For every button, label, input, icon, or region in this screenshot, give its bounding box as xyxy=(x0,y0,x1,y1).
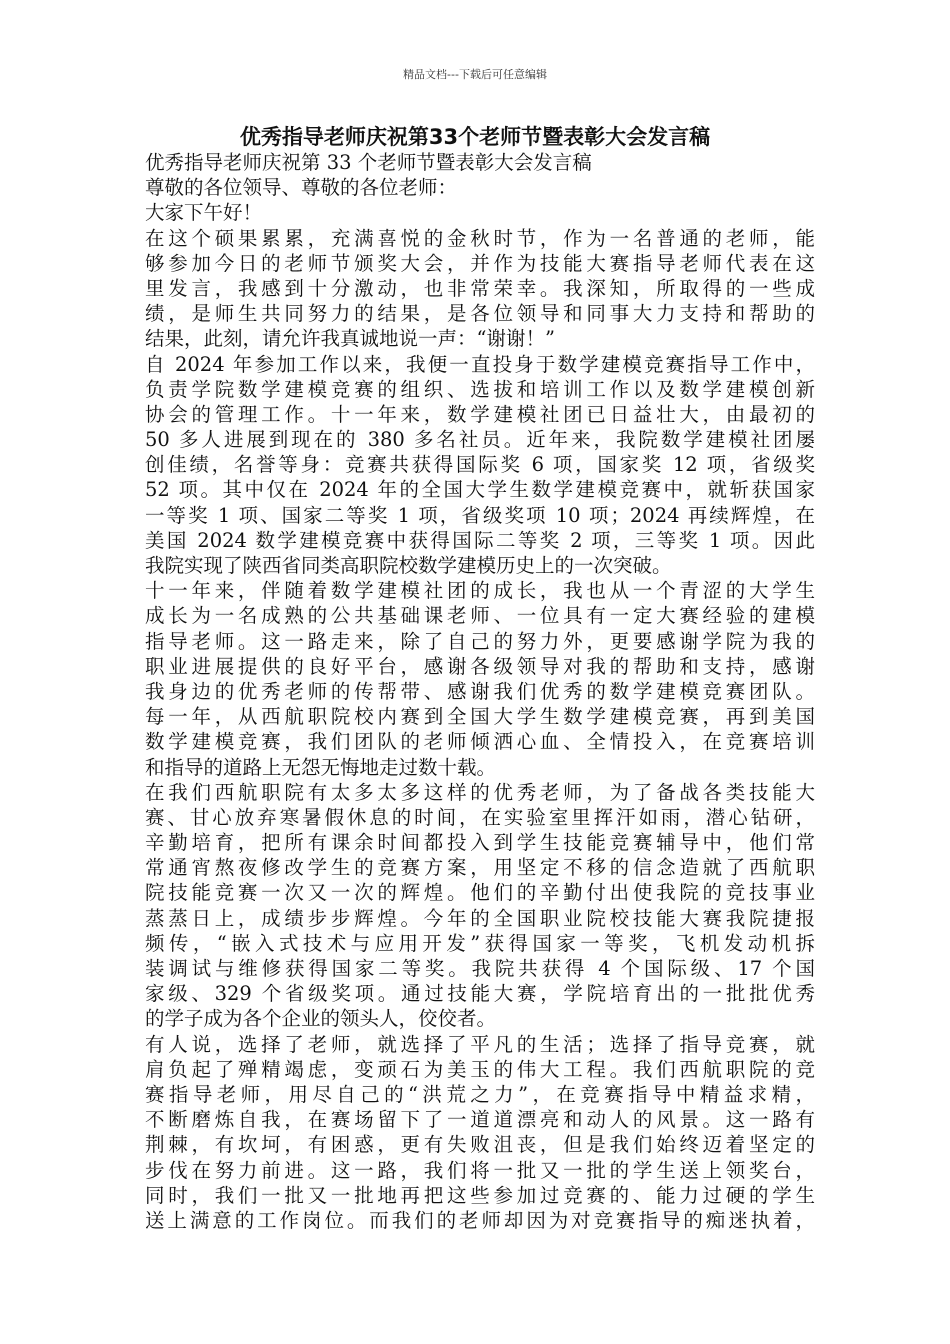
text-line: 够参加今日的老师节颁奖大会，并作为技能大赛指导老师代表在这 xyxy=(145,251,815,275)
text-line: 有人说，选择了老师，就选择了平凡的生活；选择了指导竞赛，就 xyxy=(145,1032,815,1056)
text-line: 和指导的道路上无怨无悔地走过数十载。 xyxy=(145,755,497,779)
text-line: 十一年来，伴随着数学建模社团的成长，我也从一个青涩的大学生 xyxy=(145,579,815,603)
text-line: 荆棘，有坎坷，有困惑，更有失败沮丧，但是我们始终迈着坚定的 xyxy=(145,1133,815,1157)
text-line: 52 项。其中仅在 2024 年的全国大学生数学建模竞赛中，就斩获国家 xyxy=(145,478,815,502)
text-line: 送上满意的工作岗位。而我们的老师却因为对竞赛指导的痴迷执着， xyxy=(145,1208,815,1232)
text-line: 尊敬的各位领导、尊敬的各位老师： xyxy=(145,176,458,200)
text-line: 每一年，从西航职院校内赛到全国大学生数学建模竞赛，再到美国 xyxy=(145,705,815,729)
text-line: 肩负起了殚精竭虑，变顽石为美玉的伟大工程。我们西航职院的竞 xyxy=(145,1057,815,1081)
text-line: 职业进展提供的良好平台，感谢各级领导对我的帮助和支持，感谢 xyxy=(145,654,815,678)
document-body xyxy=(145,150,815,1233)
text-line: 创佳绩，名誉等身：竞赛共获得国际奖 6 项，国家奖 12 项，省级奖 xyxy=(145,453,815,477)
text-line: 我身边的优秀老师的传帮带、感谢我们优秀的数学建模竞赛团队。 xyxy=(145,679,815,703)
text-line: 结果，此刻，请允许我真诚地说一声：“谢谢！” xyxy=(145,327,555,351)
text-line: 常通宵熬夜修改学生的竞赛方案，用坚定不移的信念造就了西航职 xyxy=(145,856,815,880)
text-line: 装调试与维修获得国家二等奖。我院共获得 4 个国际级、17 个国 xyxy=(145,957,815,980)
text-line: 频传，“嵌入式技术与应用开发”获得国家一等奖，飞机发动机拆 xyxy=(145,931,815,955)
text-line: 自 2024 年参加工作以来，我便一直投身于数学建模竞赛指导工作中， xyxy=(145,352,815,376)
text-line: 协会的管理工作。十一年来，数学建模社团已日益壮大，由最初的 xyxy=(145,402,815,426)
text-line: 家级、329 个省级奖项。通过技能大赛，学院培育出的一批批优秀 xyxy=(145,982,815,1006)
text-line: 美国 2024 数学建模竞赛中获得国际二等奖 2 项，三等奖 1 项。因此 xyxy=(145,528,815,552)
text-line: 不断磨炼自我，在赛场留下了一道道漂亮和动人的风景。这一路有 xyxy=(145,1108,815,1132)
text-line: 成长为一名成熟的公共基础课老师、一位具有一定大赛经验的建模 xyxy=(145,604,815,628)
text-line: 蒸蒸日上，成绩步步辉煌。今年的全国职业院校技能大赛我院捷报 xyxy=(145,906,815,930)
text-line: 负责学院数学建模竞赛的组织、选拔和培训工作以及数学建模创新 xyxy=(145,377,815,401)
text-line: 院技能竞赛一次又一次的辉煌。他们的辛勤付出使我院的竞技事业 xyxy=(145,881,815,905)
text-line: 同时，我们一批又一批地再把这些参加过竞赛的、能力过硬的学生 xyxy=(145,1183,815,1207)
text-line: 我院实现了陕西省同类高职院校数学建模历史上的一次突破。 xyxy=(145,554,672,577)
document-title: 优秀指导老师庆祝第33个老师节暨表彰大会发言稿 xyxy=(239,125,711,149)
text-line: 数学建模竞赛，我们团队的老师倾洒心血、全情投入，在竞赛培训 xyxy=(145,730,815,754)
text-line: 一等奖 1 项、国家二等奖 1 项，省级奖项 10 项；2024 再续辉煌，在 xyxy=(145,503,815,527)
text-line: 的学子成为各个企业的领头人，佼佼者。 xyxy=(145,1007,497,1031)
text-line: 优秀指导老师庆祝第 33 个老师节暨表彰大会发言稿 xyxy=(145,151,592,174)
text-line: 指导老师。这一路走来，除了自己的努力外，更要感谢学院为我的 xyxy=(145,629,815,653)
text-line: 在我们西航职院有太多太多这样的优秀老师，为了备战各类技能大 xyxy=(145,780,815,804)
text-line: 赛、甘心放弃寒暑假休息的时间，在实验室里挥汗如雨，潜心钻研， xyxy=(145,805,815,829)
text-line: 绩，是师生共同努力的结果，是各位领导和同事大力支持和帮助的 xyxy=(145,302,815,326)
text-line: 步伐在努力前进。这一路，我们将一批又一批的学生送上领奖台， xyxy=(145,1158,815,1182)
text-line: 50 多人进展到现在的 380 多名社员。近年来，我院数学建模社团屡 xyxy=(145,428,815,452)
text-line: 赛指导老师，用尽自己的“洪荒之力”，在竞赛指导中精益求精， xyxy=(145,1082,815,1106)
text-line: 在这个硕果累累，充满喜悦的金秋时节，作为一名普通的老师，能 xyxy=(145,226,815,250)
text-line: 大家下午好！ xyxy=(145,201,263,225)
header-note: 精品文档---下载后可任意编辑 xyxy=(403,68,547,81)
text-line: 里发言，我感到十分激动，也非常荣幸。我深知，所取得的一些成 xyxy=(145,276,815,300)
text-line: 辛勤培育，把所有课余时间都投入到学生技能竞赛辅导中，他们常 xyxy=(145,831,815,855)
